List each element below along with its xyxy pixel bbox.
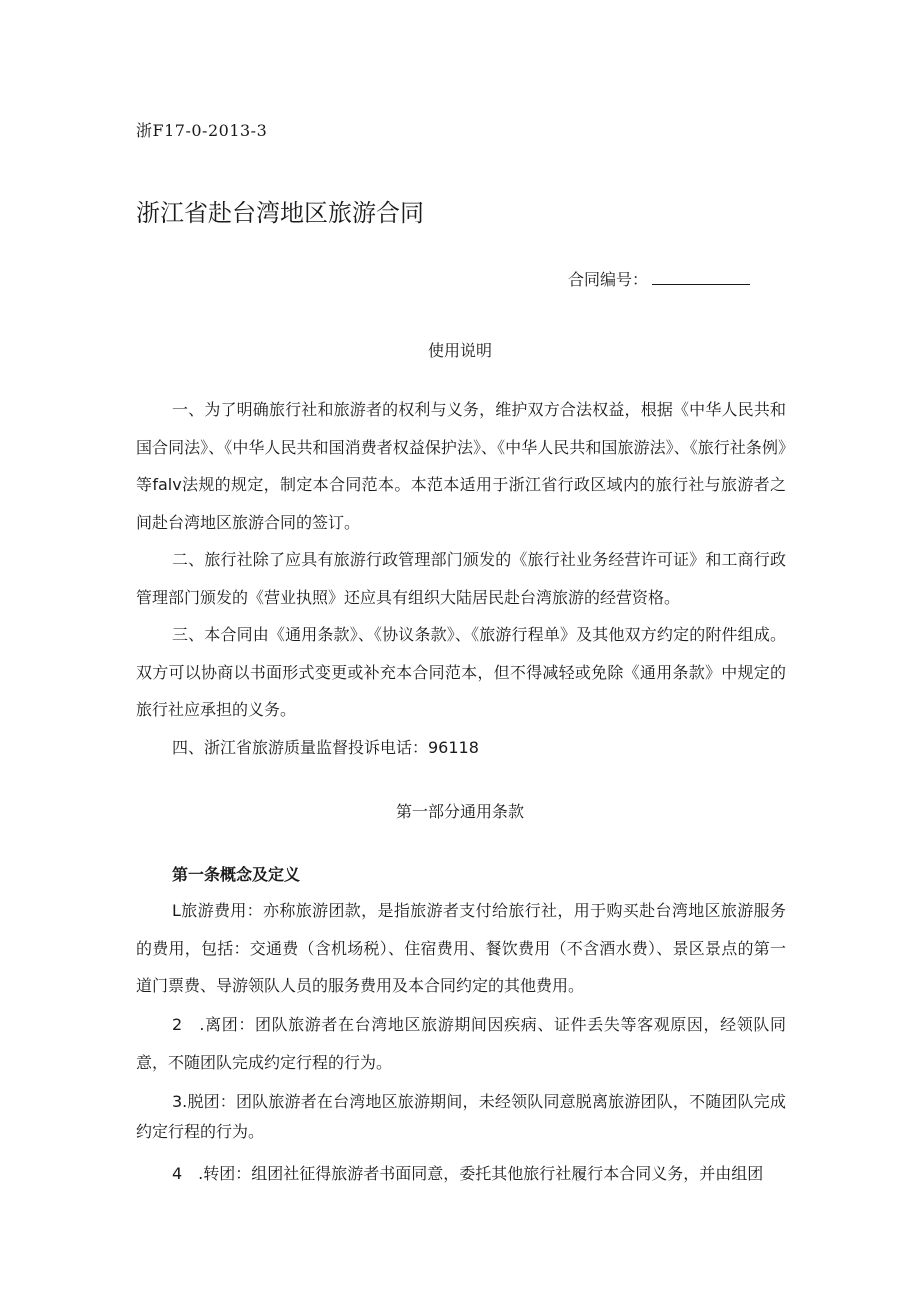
definition-paragraph-2: 2 .离团：团队旅游者在台湾地区旅游期间因疾病、证件丢失等客观原因，经领队同意，不随团队完成约定行程的行为。: [136, 1015, 786, 1072]
definition-paragraph-3: 3.脱团：团队旅游者在台湾地区旅游期间，未经领队同意脱离旅游团队，不随团队完成约定行程的行为。: [136, 1092, 786, 1141]
contract-number-field: [568, 267, 750, 290]
instruction-paragraph-3: 三、本合同由《通用条款》、《协议条款》、《旅游行程单》及其他双方约定的附件组成。双方可以协商以书面形式变更或补充本合同范本，但不得减轻或免除《通用条款》中规定的旅行社应承担的义务。: [136, 625, 786, 719]
instruction-paragraph-2: 二、旅行社除了应具有旅游行政管理部门颁发的《旅行社业务经营许可证》和工商行政管理部门颁发的《营业执照》还应具有组织大陆居民赴台湾旅游的经营资格。: [136, 550, 786, 607]
instruction-paragraph-1: 一、为了明确旅行社和旅游者的权利与义务，维护双方合法权益，根据《中华人民共和国合同法》、《中华人民共和国消费者权益保护法》、《中华人民共和国旅游法》、《旅行社条例》等falv法规的规定，制定本合同范本。本范本适用于浙江省行政区域内的旅行社与旅游者之间赴台湾地区旅游合同的签订。: [136, 400, 786, 532]
part-heading: 第一部分通用条款: [395, 802, 524, 821]
instructions-heading: 使用说明: [427, 341, 492, 360]
definition-paragraph-1: L旅游费用：亦称旅游团款，是指旅游者支付给旅行社，用于购买赴台湾地区旅游服务的费用，包括：交通费（含机场税）、住宿费用、餐饮费用（不含酒水费）、景区景点的第一道门票费、导游领队人员的服务费用及本合同约定的其他费用。: [136, 901, 786, 995]
document-title: 浙江省赴台湾地区旅游合同: [136, 199, 424, 227]
definition-paragraph-4: 4 .转团：组团社征得旅游者书面同意，委托其他旅行社履行本合同义务，并由组团: [172, 1164, 764, 1183]
instruction-paragraph-4: 四、浙江省旅游质量监督投诉电话：96118: [172, 738, 479, 757]
article-heading: 第一条概念及定义: [172, 865, 301, 884]
document-code: 浙F17-0-2013-3: [136, 121, 268, 140]
contract-number-blank: [652, 270, 750, 285]
contract-number-label: 合同编号：: [568, 270, 649, 289]
